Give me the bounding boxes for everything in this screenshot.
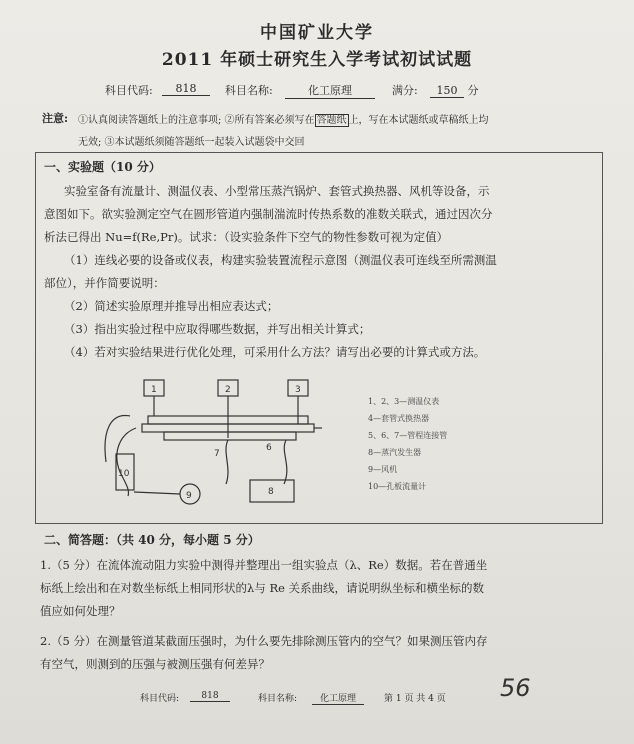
- section-1-q3: （3）指出实验过程中应取得哪些数据，并写出相关计算式；: [64, 322, 371, 336]
- section-2-q1-line-1: 1.（5 分）在流体流动阻力实验中测得并整理出一组实验点（λ、Re）数据。若在普通坐: [40, 558, 488, 572]
- label-2: 2: [225, 385, 231, 395]
- legend-item-6: 10—孔板流量计: [368, 482, 427, 491]
- legend-item-5: 9—风机: [368, 465, 398, 474]
- label-3: 3: [295, 385, 301, 395]
- section-1-q4: （4）若对实验结果进行优化处理，可采用什么方法？请写出必要的计算式或方法。: [64, 345, 486, 359]
- label-9: 9: [186, 491, 192, 501]
- subject-name-label: 科目名称:: [225, 84, 273, 97]
- answer-sheet-boxed: 答题纸: [316, 115, 347, 126]
- section-2-q1-line-2: 标纸上绘出和在对数坐标纸上相同形状的λ与 Re 关系曲线，请说明纵坐标和横坐标的数: [40, 581, 485, 595]
- label-1: 1: [151, 385, 157, 395]
- notes-label: 注意:: [42, 112, 69, 125]
- subject-code-label: 科目代码:: [105, 84, 153, 97]
- section-1-title: 一、实验题（10 分）: [44, 160, 161, 174]
- section-2-q2-line-2: 有空气，则测到的压强与被测压强有何差异？: [40, 657, 270, 671]
- university-name: 中国矿业大学: [260, 23, 374, 43]
- section-1-q1-line-2: 部位），并作简要说明：: [44, 276, 165, 290]
- footer-name-label: 科目名称:: [258, 694, 298, 704]
- exam-title: 2011 年硕士研究生入学考试初试试题: [161, 50, 473, 70]
- notes-line-2: 无效; ③本试题纸须随答题纸一起装入试题袋中交回: [78, 137, 305, 148]
- label-7: 7: [214, 449, 220, 459]
- heat-exchanger-jacket: [164, 432, 296, 440]
- legend-item-4: 8—蒸汽发生器: [368, 448, 422, 457]
- section-2-q1-line-3: 值应如何处理？: [40, 604, 121, 618]
- legend-item-3: 5、6、7—管程连接管: [368, 431, 448, 440]
- footer-code-label: 科目代码:: [140, 694, 180, 704]
- full-score-label: 满分:: [392, 84, 418, 97]
- section-2-title: 二、简答题：（共 40 分，每小题 5 分）: [44, 533, 260, 547]
- footer-page-number: 第 1 页 共 4 页: [384, 694, 446, 704]
- pipe-7: [226, 440, 228, 484]
- section-1-intro-line-1: 实验室备有流量计、测温仪表、小型常压蒸汽锅炉、套管式换热器、风机等设备，示: [64, 184, 490, 198]
- section-1-q2: （2）简述实验原理并推导出相应表达式；: [64, 299, 279, 313]
- handwritten-mark: 56: [500, 674, 531, 702]
- footer-name-value: 化工原理: [312, 691, 364, 705]
- footer-code-value: 818: [190, 691, 230, 702]
- label-6: 6: [266, 443, 272, 453]
- legend-item-1: 1、2、3—测温仪表: [368, 397, 440, 406]
- notes-line-1: ①认真阅读答题纸上的注意事项; ②所有答案必须写在 答题纸 上，写在本试题纸或草稿纸上均: [78, 115, 489, 126]
- subject-code-value: 818: [162, 82, 210, 96]
- pipe-left: [117, 428, 136, 496]
- pipe-left-outer: [105, 415, 130, 462]
- label-10: 10: [118, 469, 130, 479]
- legend-item-2: 4—套管式换热器: [368, 414, 430, 423]
- section-1-q1-line-1: （1）连线必要的设备或仪表，构建实验装置流程示意图（测温仪表可连线至所需测温: [64, 253, 497, 267]
- label-8: 8: [268, 487, 274, 497]
- section-2-q2-line-1: 2.（5 分）在测量管道某截面压强时，为什么要先排除测压管内的空气？如果测压管内存: [40, 634, 488, 648]
- full-score-value: 150 分: [430, 82, 479, 98]
- pipe-6: [284, 440, 287, 484]
- apparatus-diagram: [90, 372, 350, 510]
- subject-name-value: 化工原理: [285, 82, 375, 99]
- section-1-intro-line-2: 意图如下。欲实验测定空气在圆形管道内强制湍流时传热系数的准数关联式，通过因次分: [44, 207, 493, 221]
- section-1-intro-line-3: 析法已得出 Nu=f(Re,Pr)。试求：（设实验条件下空气的物性参数可视为定值）: [44, 230, 449, 244]
